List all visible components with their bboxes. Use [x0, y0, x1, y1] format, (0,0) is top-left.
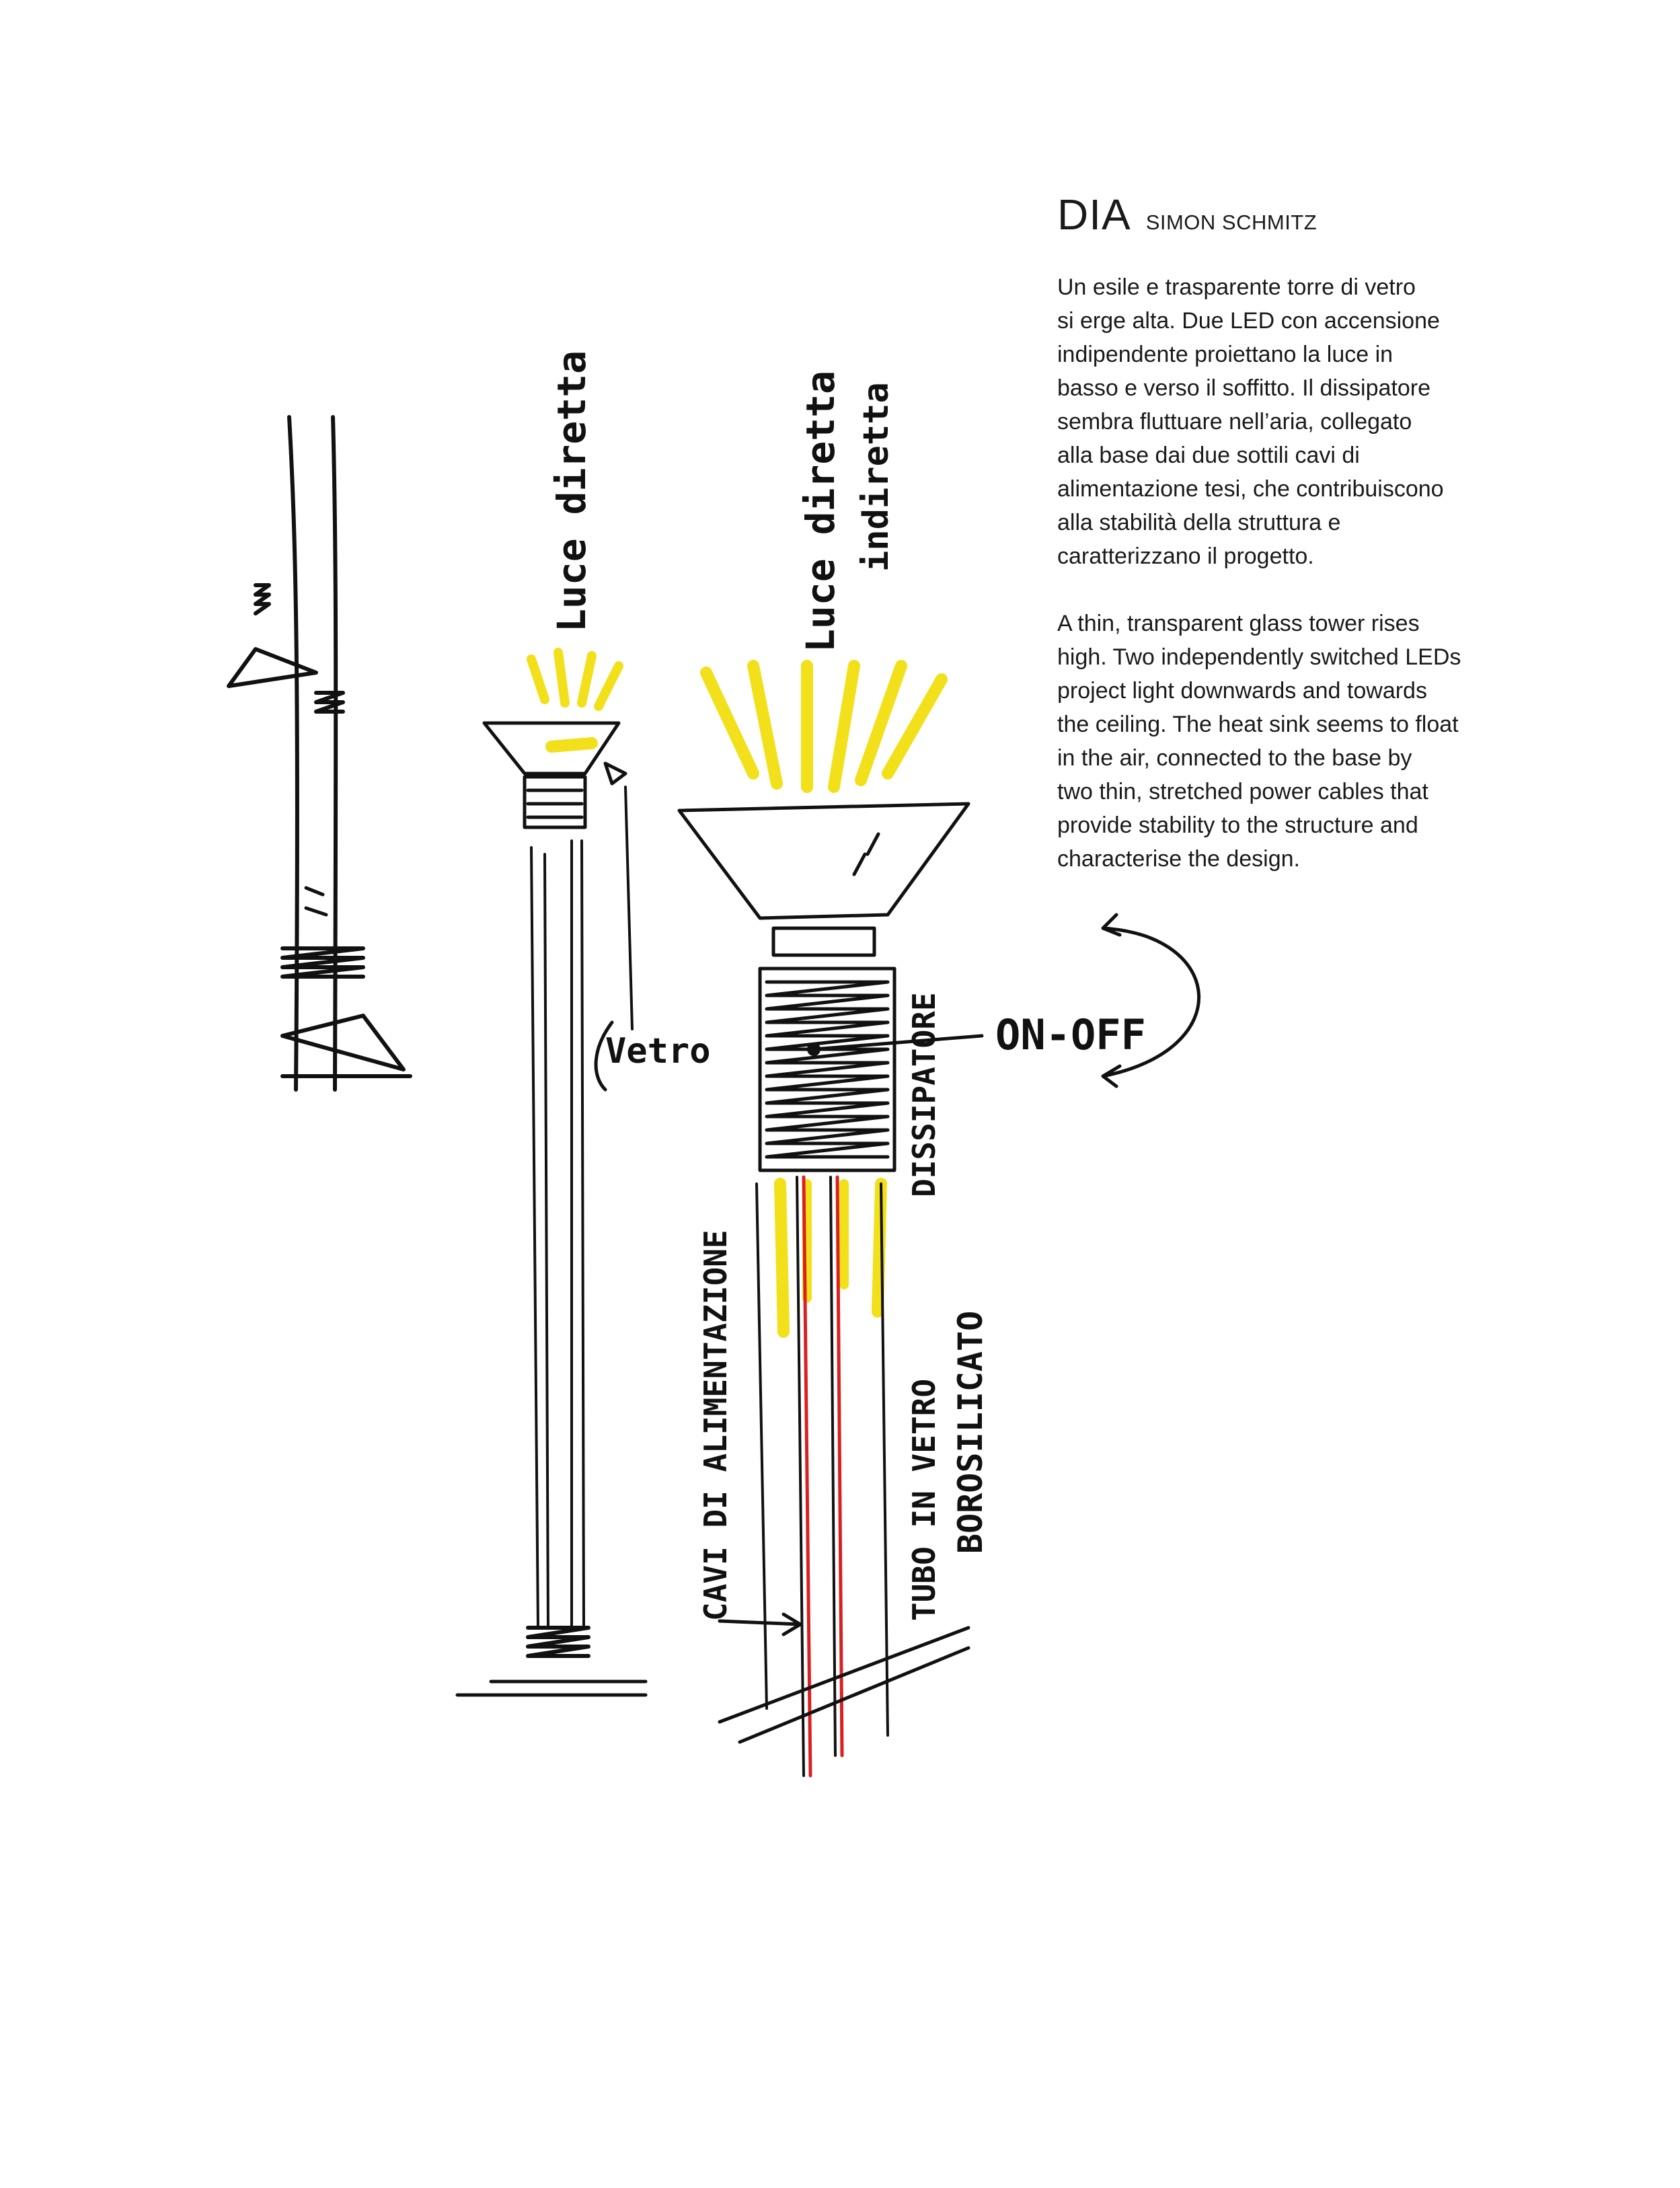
- description-italian: Un esile e trasparente torre di vetro si erge alta. Due LED con accensione indipendente proiettano la luce in basso e verso il soffitto. Il dissipatore sembra fluttuare nell’aria, collegato alla base dai due sottili cavi di alimentazione tesi, che contribuiscono alla stabilità della struttura e caratterizzano il progetto.: [1057, 274, 1444, 569]
- sketch-small-lamp: [229, 417, 410, 1090]
- label-on-off: ON-OFF: [995, 1010, 1146, 1059]
- sketch-middle-lamp: [457, 350, 711, 1695]
- sketch-main-lamp: [679, 371, 1199, 1776]
- label-cavi-alimentazione: CAVI DI ALIMENTAZIONE: [697, 1230, 734, 1621]
- label-luce-diretta: Luce diretta: [549, 350, 595, 632]
- label-dissipatore: DISSIPATORE: [906, 992, 942, 1197]
- product-title: DIA: [1057, 190, 1131, 239]
- designer-name: SIMON SCHMITZ: [1145, 211, 1318, 234]
- label-borosilicato: BOROSILICATO: [951, 1310, 990, 1554]
- label-tubo-vetro: TUBO IN VETRO: [906, 1378, 942, 1621]
- label-vetro: Vetro: [605, 1031, 711, 1071]
- description-english: A thin, transparent glass tower rises high. Two independently switched LEDs project light downwards and towards the ceiling. The heat sink seems to float in the air, connected to the base by two thin, stretched power cables that provide stability to the structure and characterise the design.: [1057, 611, 1461, 872]
- label-luce-indiretta-1: Luce diretta: [798, 370, 843, 652]
- label-luce-indiretta-2: indiretta: [856, 382, 896, 572]
